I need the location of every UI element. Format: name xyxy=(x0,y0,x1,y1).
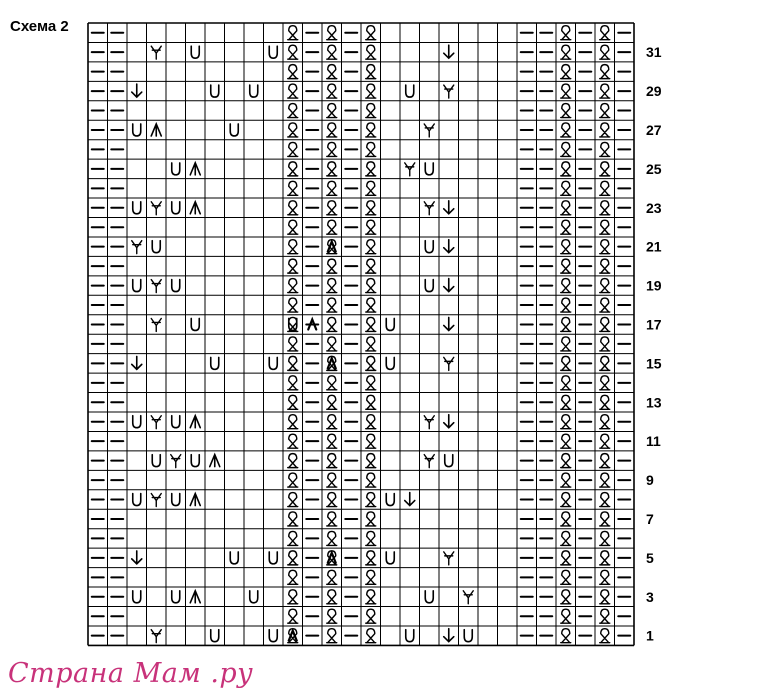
down-arrow-symbol xyxy=(132,356,142,369)
twisted-stitch-symbol xyxy=(288,415,298,429)
row-label-31: 31 xyxy=(646,44,662,61)
twisted-stitch-symbol xyxy=(366,590,376,604)
row-label-19: 19 xyxy=(646,277,662,294)
twisted-stitch-symbol xyxy=(561,162,571,176)
twisted-stitch-symbol xyxy=(327,45,337,59)
twisted-stitch-symbol xyxy=(327,493,337,507)
twisted-stitch-symbol xyxy=(288,279,298,293)
twisted-stitch-symbol xyxy=(327,259,337,273)
twisted-stitch-symbol xyxy=(561,240,571,254)
twisted-stitch-symbol xyxy=(561,493,571,507)
twisted-stitch-symbol xyxy=(561,181,571,195)
twisted-stitch-symbol xyxy=(288,590,298,604)
yarn-over-symbol xyxy=(230,124,238,136)
twisted-stitch-symbol xyxy=(288,26,298,40)
twisted-stitch-symbol xyxy=(600,220,610,234)
yarn-over-symbol xyxy=(133,280,141,292)
double-decrease-symbol xyxy=(190,202,200,214)
twisted-stitch-symbol xyxy=(288,512,298,526)
triple-decrease-symbol xyxy=(444,85,454,98)
twisted-stitch-symbol xyxy=(600,356,610,370)
twisted-stitch-symbol xyxy=(327,590,337,604)
twisted-stitch-symbol xyxy=(561,454,571,468)
twisted-stitch-symbol xyxy=(561,84,571,98)
twisted-stitch-symbol xyxy=(366,415,376,429)
twisted-stitch-symbol xyxy=(327,434,337,448)
twisted-stitch-symbol xyxy=(561,123,571,137)
twisted-stitch-symbol xyxy=(600,531,610,545)
yarn-over-symbol xyxy=(386,494,394,506)
yarn-over-symbol xyxy=(191,455,199,467)
row-label-15: 15 xyxy=(646,355,662,372)
twisted-stitch-symbol xyxy=(366,45,376,59)
twisted-stitch-symbol xyxy=(327,84,337,98)
twisted-stitch-symbol xyxy=(288,454,298,468)
triple-decrease-symbol xyxy=(405,163,415,176)
triple-decrease-symbol xyxy=(151,416,161,429)
twisted-stitch-symbol xyxy=(561,590,571,604)
yarn-over-symbol xyxy=(133,591,141,603)
twisted-stitch-symbol xyxy=(561,337,571,351)
twisted-stitch-symbol xyxy=(366,123,376,137)
row-label-13: 13 xyxy=(646,394,662,411)
twisted-stitch-symbol xyxy=(561,201,571,215)
twisted-stitch-symbol xyxy=(288,531,298,545)
twisted-stitch-symbol xyxy=(327,142,337,156)
chart-grid xyxy=(88,23,634,645)
twisted-stitch-symbol xyxy=(561,104,571,118)
twisted-stitch-symbol xyxy=(366,298,376,312)
down-arrow-symbol xyxy=(444,240,454,253)
twisted-stitch-symbol xyxy=(366,26,376,40)
chart-title: Схема 2 xyxy=(10,18,69,35)
yarn-over-symbol xyxy=(425,591,433,603)
twisted-stitch-symbol xyxy=(600,201,610,215)
yarn-over-symbol xyxy=(172,591,180,603)
row-label-21: 21 xyxy=(646,238,662,255)
twisted-stitch-symbol xyxy=(600,473,610,487)
down-arrow-symbol xyxy=(444,629,454,642)
twisted-stitch-symbol xyxy=(366,279,376,293)
twisted-stitch-symbol xyxy=(600,240,610,254)
twisted-stitch-symbol xyxy=(600,123,610,137)
twisted-stitch-symbol xyxy=(288,84,298,98)
twisted-stitch-symbol xyxy=(561,629,571,643)
twisted-stitch-symbol xyxy=(600,45,610,59)
yarn-over-symbol xyxy=(152,241,160,253)
twisted-stitch-symbol xyxy=(366,570,376,584)
twisted-stitch-symbol xyxy=(600,609,610,623)
twisted-stitch-symbol xyxy=(327,181,337,195)
twisted-stitch-symbol xyxy=(561,434,571,448)
twisted-stitch-symbol xyxy=(288,395,298,409)
row-labels xyxy=(646,44,662,644)
twisted-stitch-symbol xyxy=(288,609,298,623)
twisted-stitch-symbol xyxy=(327,395,337,409)
twisted-stitch-symbol xyxy=(561,473,571,487)
twisted-stitch-symbol xyxy=(366,395,376,409)
twisted-stitch-symbol xyxy=(366,201,376,215)
twisted-stitch-symbol xyxy=(327,65,337,79)
double-decrease-symbol xyxy=(190,591,200,603)
twisted-stitch-symbol xyxy=(327,220,337,234)
triple-decrease-symbol xyxy=(151,318,161,331)
twisted-stitch-symbol xyxy=(366,142,376,156)
twisted-stitch-symbol xyxy=(366,356,376,370)
row-label-9: 9 xyxy=(646,472,654,489)
double-decrease-symbol xyxy=(190,494,200,506)
twisted-stitch-symbol xyxy=(366,434,376,448)
yarn-over-symbol xyxy=(250,85,258,97)
yarn-over-symbol xyxy=(211,630,219,642)
twisted-stitch-symbol xyxy=(561,395,571,409)
triple-decrease-symbol xyxy=(424,124,434,137)
double-decrease-symbol xyxy=(151,124,161,136)
triple-decrease-symbol xyxy=(444,357,454,370)
twisted-stitch-symbol xyxy=(366,65,376,79)
twisted-stitch-symbol xyxy=(288,142,298,156)
twisted-stitch-symbol xyxy=(561,356,571,370)
twisted-stitch-symbol xyxy=(366,376,376,390)
twisted-stitch-symbol xyxy=(288,201,298,215)
twisted-stitch-symbol xyxy=(327,123,337,137)
row-label-11: 11 xyxy=(646,433,661,450)
row-label-29: 29 xyxy=(646,83,662,100)
triple-decrease-symbol xyxy=(151,280,161,293)
down-arrow-symbol xyxy=(405,493,415,506)
twisted-stitch-symbol xyxy=(327,415,337,429)
twisted-stitch-symbol xyxy=(600,434,610,448)
yarn-over-symbol xyxy=(133,124,141,136)
twisted-stitch-symbol xyxy=(561,415,571,429)
triple-decrease-symbol xyxy=(151,494,161,507)
twisted-stitch-symbol xyxy=(288,123,298,137)
twisted-stitch-symbol xyxy=(600,279,610,293)
twisted-stitch-symbol xyxy=(366,104,376,118)
yarn-over-symbol xyxy=(230,552,238,564)
twisted-stitch-symbol xyxy=(561,551,571,565)
twisted-stitch-symbol xyxy=(327,531,337,545)
down-arrow-symbol xyxy=(132,84,142,97)
twisted-stitch-symbol xyxy=(600,551,610,565)
down-arrow-symbol xyxy=(132,551,142,564)
twisted-stitch-symbol xyxy=(366,337,376,351)
twisted-stitch-symbol xyxy=(327,629,337,643)
twisted-stitch-symbol xyxy=(327,279,337,293)
yarn-over-symbol xyxy=(425,163,433,175)
row-label-1: 1 xyxy=(646,627,654,644)
twisted-stitch-symbol xyxy=(288,356,298,370)
twisted-stitch-symbol xyxy=(288,570,298,584)
yarn-over-symbol xyxy=(250,591,258,603)
twisted-stitch-symbol xyxy=(561,279,571,293)
twisted-stitch-symbol xyxy=(600,26,610,40)
twisted-stitch-symbol xyxy=(366,162,376,176)
yarn-over-symbol xyxy=(464,630,472,642)
twisted-stitch-symbol xyxy=(600,395,610,409)
twisted-stitch-symbol xyxy=(561,45,571,59)
twisted-stitch-symbol xyxy=(366,240,376,254)
twisted-stitch-symbol xyxy=(366,531,376,545)
twisted-stitch-symbol xyxy=(366,259,376,273)
double-decrease-symbol xyxy=(190,163,200,175)
yarn-over-symbol xyxy=(445,455,453,467)
yarn-over-symbol xyxy=(386,318,394,330)
twisted-stitch-symbol xyxy=(327,298,337,312)
twisted-stitch-symbol xyxy=(327,454,337,468)
twisted-stitch-symbol xyxy=(288,493,298,507)
twisted-stitch-symbol xyxy=(561,317,571,331)
yarn-over-symbol xyxy=(269,552,277,564)
twisted-stitch-symbol xyxy=(288,259,298,273)
twisted-stitch-symbol xyxy=(288,473,298,487)
twisted-stitch-symbol xyxy=(327,376,337,390)
triple-decrease-symbol xyxy=(424,455,434,468)
down-arrow-symbol xyxy=(444,201,454,214)
yarn-over-symbol xyxy=(211,357,219,369)
twisted-stitch-symbol xyxy=(600,104,610,118)
yarn-over-symbol xyxy=(152,455,160,467)
twisted-stitch-symbol xyxy=(327,317,337,331)
twisted-stitch-symbol xyxy=(600,162,610,176)
double-decrease-symbol xyxy=(190,416,200,428)
yarn-over-symbol xyxy=(406,630,414,642)
twisted-stitch-symbol xyxy=(561,570,571,584)
down-arrow-symbol xyxy=(444,279,454,292)
twisted-stitch-symbol xyxy=(327,26,337,40)
triple-decrease-symbol xyxy=(132,241,142,254)
triple-decrease-symbol xyxy=(151,46,161,59)
yarn-over-symbol xyxy=(269,630,277,642)
twisted-stitch-symbol xyxy=(366,454,376,468)
twisted-stitch-symbol xyxy=(288,434,298,448)
twisted-stitch-symbol xyxy=(561,298,571,312)
twisted-stitch-symbol xyxy=(288,162,298,176)
twisted-stitch-symbol xyxy=(600,629,610,643)
yarn-over-symbol xyxy=(133,494,141,506)
down-arrow-symbol xyxy=(444,45,454,58)
twisted-stitch-symbol xyxy=(561,609,571,623)
twisted-stitch-symbol xyxy=(288,65,298,79)
yarn-over-symbol xyxy=(172,416,180,428)
yarn-over-symbol xyxy=(191,318,199,330)
twisted-stitch-symbol xyxy=(288,181,298,195)
yarn-over-symbol xyxy=(172,280,180,292)
row-label-3: 3 xyxy=(646,588,654,605)
twisted-stitch-symbol xyxy=(600,512,610,526)
twisted-stitch-symbol xyxy=(600,376,610,390)
twisted-stitch-symbol xyxy=(600,337,610,351)
twisted-stitch-symbol xyxy=(327,104,337,118)
row-label-27: 27 xyxy=(646,121,662,138)
yarn-over-symbol xyxy=(386,552,394,564)
twisted-stitch-symbol xyxy=(600,84,610,98)
twisted-stitch-symbol xyxy=(600,317,610,331)
twisted-stitch-symbol xyxy=(327,609,337,623)
twisted-stitch-symbol xyxy=(600,298,610,312)
twisted-stitch-symbol xyxy=(600,181,610,195)
yarn-over-symbol xyxy=(386,357,394,369)
twisted-stitch-symbol xyxy=(288,45,298,59)
triple-decrease-symbol xyxy=(424,416,434,429)
twisted-stitch-symbol xyxy=(561,376,571,390)
twisted-stitch-symbol xyxy=(366,512,376,526)
twisted-stitch-symbol xyxy=(366,84,376,98)
twisted-stitch-symbol xyxy=(600,415,610,429)
twisted-stitch-symbol xyxy=(327,337,337,351)
double-decrease-symbol xyxy=(210,455,220,467)
twisted-stitch-symbol xyxy=(327,162,337,176)
twisted-stitch-symbol xyxy=(288,220,298,234)
twisted-stitch-symbol xyxy=(561,259,571,273)
row-label-23: 23 xyxy=(646,199,662,216)
twisted-stitch-symbol xyxy=(600,142,610,156)
triple-decrease-symbol xyxy=(151,202,161,215)
yarn-over-symbol xyxy=(133,202,141,214)
triple-decrease-symbol xyxy=(171,455,181,468)
down-arrow-symbol xyxy=(444,415,454,428)
twisted-stitch-symbol xyxy=(366,220,376,234)
twisted-stitch-symbol xyxy=(600,590,610,604)
yarn-over-symbol xyxy=(172,202,180,214)
yarn-over-symbol xyxy=(269,46,277,58)
yarn-over-symbol xyxy=(425,280,433,292)
twisted-stitch-symbol xyxy=(366,181,376,195)
yarn-over-symbol xyxy=(172,163,180,175)
twisted-stitch-symbol xyxy=(600,570,610,584)
twisted-stitch-symbol xyxy=(366,629,376,643)
twisted-stitch-symbol xyxy=(561,65,571,79)
twisted-stitch-symbol xyxy=(561,531,571,545)
twisted-stitch-symbol xyxy=(561,220,571,234)
triple-decrease-symbol xyxy=(151,630,161,643)
twisted-stitch-symbol xyxy=(600,454,610,468)
twisted-stitch-symbol xyxy=(288,240,298,254)
row-label-25: 25 xyxy=(646,160,662,177)
twisted-stitch-symbol xyxy=(600,493,610,507)
twisted-stitch-symbol xyxy=(366,493,376,507)
twisted-stitch-symbol xyxy=(288,337,298,351)
twisted-stitch-symbol xyxy=(288,551,298,565)
twisted-stitch-symbol xyxy=(366,609,376,623)
triple-decrease-symbol xyxy=(463,591,473,604)
triple-decrease-symbol xyxy=(444,552,454,565)
twisted-stitch-symbol xyxy=(366,317,376,331)
watermark-logo: Страна Мам .ру xyxy=(8,658,254,689)
yarn-over-symbol xyxy=(133,416,141,428)
down-arrow-symbol xyxy=(444,317,454,330)
row-label-7: 7 xyxy=(646,510,654,527)
twisted-stitch-symbol xyxy=(327,512,337,526)
twisted-stitch-symbol xyxy=(288,376,298,390)
twisted-stitch-symbol xyxy=(327,201,337,215)
twisted-stitch-symbol xyxy=(327,570,337,584)
twisted-stitch-symbol xyxy=(561,26,571,40)
yarn-over-symbol xyxy=(406,85,414,97)
twisted-stitch-symbol xyxy=(600,259,610,273)
twisted-stitch-symbol xyxy=(600,65,610,79)
twisted-stitch-symbol xyxy=(561,142,571,156)
row-label-5: 5 xyxy=(646,549,654,566)
twisted-stitch-symbol xyxy=(288,104,298,118)
yarn-over-symbol xyxy=(191,46,199,58)
twisted-stitch-symbol xyxy=(366,473,376,487)
yarn-over-symbol xyxy=(211,85,219,97)
triple-decrease-symbol xyxy=(424,202,434,215)
row-label-17: 17 xyxy=(646,316,662,333)
yarn-over-symbol xyxy=(269,357,277,369)
twisted-stitch-symbol xyxy=(366,551,376,565)
twisted-stitch-symbol xyxy=(327,473,337,487)
yarn-over-symbol xyxy=(425,241,433,253)
twisted-stitch-symbol xyxy=(288,298,298,312)
twisted-stitch-symbol xyxy=(561,512,571,526)
yarn-over-symbol xyxy=(172,494,180,506)
